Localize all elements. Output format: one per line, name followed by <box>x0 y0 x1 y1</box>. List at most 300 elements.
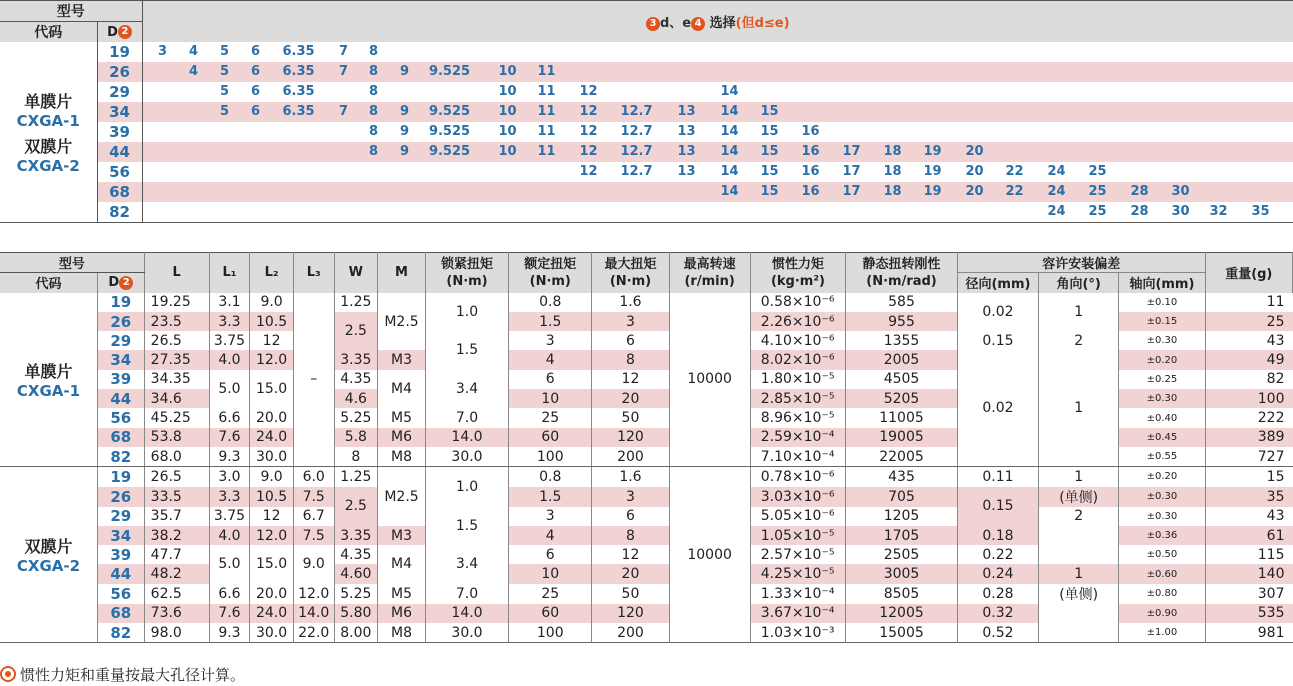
col-rated-torque: 额定扭矩 (N·m) <box>509 253 592 293</box>
L1-value: 5.0 <box>209 545 250 584</box>
inertia-value: 8.96×10⁻⁵ <box>750 408 845 427</box>
lock-torque-value: 14.0 <box>425 428 508 447</box>
model-header-2: 型号 <box>0 253 144 273</box>
W-value: 5.25 <box>334 584 378 604</box>
bore-size: 12 <box>579 84 598 99</box>
radial-value: 0.02 <box>957 389 1038 428</box>
col-L1: L₁ <box>209 253 250 293</box>
bore-size: 30 <box>1171 204 1190 219</box>
d-header: D 2 <box>97 22 142 43</box>
bore-size: 9 <box>399 104 410 119</box>
W-value: 2.5 <box>334 312 378 351</box>
max-torque-value: 1.6 <box>592 293 669 312</box>
weight-value: 43 <box>1266 508 1285 525</box>
max-torque-value: 12 <box>592 545 669 564</box>
col-L3: L₃ <box>293 253 334 293</box>
M-value: M4 <box>378 545 426 584</box>
d-value: 82 <box>97 202 142 223</box>
rated-torque-value: 100 <box>509 623 592 643</box>
inertia-value: 2.26×10⁻⁶ <box>750 312 845 331</box>
bore-size: 20 <box>965 184 984 199</box>
max-torque-value: 6 <box>592 331 669 350</box>
bore-size: 12.7 <box>620 104 653 119</box>
spec-row <box>0 507 1293 526</box>
bore-size: 9.525 <box>428 104 471 119</box>
weight-value: 981 <box>1205 623 1292 643</box>
L1-value: 9.3 <box>209 447 250 467</box>
L1-value: 7.6 <box>209 428 250 447</box>
group-code: CXGA-1 <box>16 112 80 130</box>
bore-size: 9.525 <box>428 124 471 139</box>
bore-size: 8 <box>368 104 379 119</box>
L1-value: 9.3 <box>209 623 250 643</box>
radial-value <box>957 350 1038 389</box>
L2-value: 9.0 <box>250 467 294 487</box>
bore-size: 14 <box>720 104 739 119</box>
d-value: 56 <box>97 162 142 182</box>
radial-value: 0.15 <box>957 487 1038 526</box>
inertia-value: 4.10×10⁻⁶ <box>750 331 845 350</box>
spec-row <box>0 604 1293 623</box>
max-torque-value: 20 <box>592 389 669 408</box>
rated-torque-value: 1.5 <box>509 487 592 507</box>
weight-value: 15 <box>1266 468 1285 485</box>
bore-size: 24 <box>1047 204 1066 219</box>
col-axial: 轴向(mm) <box>1119 273 1205 293</box>
L-value: 26.5 <box>144 331 209 350</box>
inertia-value: 0.58×10⁻⁶ <box>750 293 845 312</box>
L-value: 68.0 <box>144 447 209 467</box>
angular-value: 1 <box>1039 389 1119 428</box>
rated-torque-value: 60 <box>509 604 592 623</box>
inertia-value: 1.33×10⁻⁴ <box>750 584 845 604</box>
bore-values <box>142 162 1293 182</box>
code-header-2: 代码 <box>0 273 97 293</box>
bore-size: 10 <box>498 104 517 119</box>
stiffness-value: 705 <box>846 487 958 507</box>
bore-values <box>142 102 1293 122</box>
L2-value: 12 <box>250 507 294 526</box>
L1-value: 7.6 <box>209 604 250 623</box>
stiffness-value: 15005 <box>846 623 958 643</box>
rated-torque-value: 25 <box>509 584 592 604</box>
bore-size: 15 <box>760 144 779 159</box>
W-value: 1.25 <box>334 293 378 312</box>
bore-size: 8 <box>368 144 379 159</box>
max-torque-value: 3 <box>592 487 669 507</box>
bore-row <box>0 142 1293 162</box>
radial-value: 0.24 <box>957 564 1038 583</box>
M-value: M5 <box>378 408 426 427</box>
bore-size: 25 <box>1088 184 1107 199</box>
L1-value: 4.0 <box>209 526 250 545</box>
L1-value: 3.3 <box>209 487 250 507</box>
lock-torque-value: 3.4 <box>425 545 508 584</box>
rated-torque-value: 4 <box>509 350 592 369</box>
bore-row <box>0 122 1293 142</box>
bore-size: 10 <box>498 144 517 159</box>
bore-row <box>0 162 1293 182</box>
L-value: 45.25 <box>144 408 209 427</box>
angular-value <box>1039 526 1119 565</box>
W-value: 5.8 <box>334 428 378 447</box>
max-torque-value: 8 <box>592 350 669 369</box>
max-torque-value: 6 <box>592 507 669 526</box>
M-value: M3 <box>378 350 426 369</box>
axial-value: ±0.10 <box>1119 293 1205 312</box>
bore-row <box>0 62 1293 82</box>
L2-value: 15.0 <box>250 545 294 584</box>
L3-value: 6.0 <box>293 467 334 487</box>
d-value: 29 <box>97 507 144 526</box>
d-value: 19 <box>97 293 144 312</box>
radial-value <box>957 428 1038 467</box>
rated-torque-value: 3 <box>509 507 592 526</box>
rated-torque-value: 4 <box>509 526 592 545</box>
L2-value: 15.0 <box>250 370 294 409</box>
col-lock-torque: 锁紧扭矩 (N·m) <box>425 253 508 293</box>
lock-torque-value: 30.0 <box>425 447 508 467</box>
W-value: 4.60 <box>334 564 378 583</box>
stiffness-value: 22005 <box>846 447 958 467</box>
W-value: 4.6 <box>334 389 378 408</box>
L2-value: 20.0 <box>250 408 294 427</box>
bore-size: 6.35 <box>282 84 315 99</box>
lock-torque-value: 1.0 <box>425 467 508 507</box>
W-value: 5.25 <box>334 408 378 427</box>
axial-value: ±0.30 <box>1119 507 1205 526</box>
L3-value: 22.0 <box>293 623 334 643</box>
W-value: 8 <box>334 447 378 467</box>
L-value: 53.8 <box>144 428 209 447</box>
L3-value: 7.5 <box>293 526 334 545</box>
stiffness-value: 435 <box>846 467 958 487</box>
angular-value <box>1039 604 1119 643</box>
bore-size: 7 <box>338 64 349 79</box>
bore-size: 12.7 <box>620 164 653 179</box>
inertia-value: 2.85×10⁻⁵ <box>750 389 845 408</box>
weight-value: 115 <box>1257 546 1285 563</box>
M-value: M2.5 <box>378 293 426 351</box>
weight-value: 82 <box>1266 371 1285 388</box>
L-value: 98.0 <box>144 623 209 643</box>
max-speed-value: 10000 <box>669 467 750 643</box>
max-speed-value: 10000 <box>669 293 750 467</box>
L3-value: 14.0 <box>293 604 334 623</box>
L2-value: 30.0 <box>250 623 294 643</box>
code-header: 代码 <box>0 22 97 43</box>
d-value: 44 <box>97 142 142 162</box>
angular-value <box>1039 350 1119 389</box>
L1-value: 3.75 <box>209 331 250 350</box>
bore-size: 16 <box>801 164 820 179</box>
bore-size: 19 <box>923 144 942 159</box>
bore-selection-table <box>0 0 1293 223</box>
bore-size: 16 <box>801 124 820 139</box>
spec-row <box>0 564 1293 583</box>
max-torque-value: 12 <box>592 370 669 389</box>
col-max-torque: 最大扭矩 (N·m) <box>592 253 669 293</box>
axial-value: ±0.50 <box>1119 545 1205 564</box>
L-value: 48.2 <box>144 564 209 583</box>
L3-value: 12.0 <box>293 584 334 604</box>
rated-torque-value: 1.5 <box>509 312 592 331</box>
bore-values <box>142 202 1293 223</box>
bore-size: 7 <box>338 104 349 119</box>
bore-size: 11 <box>537 124 556 139</box>
bore-row <box>0 202 1293 223</box>
angular-value: 2 <box>1039 331 1119 350</box>
L2-value: 12.0 <box>250 526 294 545</box>
lock-torque-value: 7.0 <box>425 584 508 604</box>
L1-value: 4.0 <box>209 350 250 369</box>
L1-value: 3.3 <box>209 312 250 331</box>
radial-value: 0.11 <box>957 467 1038 487</box>
inertia-value: 4.25×10⁻⁵ <box>750 564 845 583</box>
badge-3-icon: 3 <box>646 17 660 31</box>
stiffness-value: 11005 <box>846 408 958 427</box>
col-misalignment: 容许安装偏差 <box>957 253 1205 273</box>
lock-torque-value: 30.0 <box>425 623 508 643</box>
stiffness-value: 585 <box>846 293 958 312</box>
col-weight: 重量(g) <box>1205 253 1292 293</box>
L3-value: 6.7 <box>293 507 334 526</box>
L2-value: 20.0 <box>250 584 294 604</box>
col-W: W <box>334 253 378 293</box>
group-code: CXGA-1 <box>16 381 81 400</box>
bore-size: 13 <box>677 124 696 139</box>
spec-row <box>0 350 1293 369</box>
bore-size: 13 <box>677 104 696 119</box>
bore-size: 3 <box>157 44 168 59</box>
bore-size: 22 <box>1005 184 1024 199</box>
bore-size: 15 <box>760 184 779 199</box>
axial-value: ±0.80 <box>1119 584 1205 604</box>
bore-values <box>142 42 1293 62</box>
bore-select-header: 3 d、e 4 选择(但d≤e) <box>142 1 1293 43</box>
bore-size: 15 <box>760 104 779 119</box>
d-value: 34 <box>97 350 144 369</box>
col-radial: 径向(mm) <box>957 273 1038 293</box>
bore-size: 24 <box>1047 164 1066 179</box>
stiffness-value: 4505 <box>846 370 958 389</box>
spec-row <box>0 487 1293 507</box>
bore-size: 8 <box>368 84 379 99</box>
angular-value: 1 <box>1039 467 1119 487</box>
L1-value: 3.0 <box>209 467 250 487</box>
bore-size: 12 <box>579 124 598 139</box>
col-L2: L₂ <box>250 253 294 293</box>
axial-value: ±1.00 <box>1119 623 1205 643</box>
W-value: 3.35 <box>334 350 378 369</box>
weight-value: 11 <box>1266 294 1285 311</box>
weight-value: 535 <box>1257 605 1285 622</box>
axial-value: ±0.55 <box>1119 447 1205 467</box>
d-header-2: D 2 <box>97 273 144 293</box>
inertia-value: 1.03×10⁻³ <box>750 623 845 643</box>
max-torque-value: 120 <box>592 604 669 623</box>
bore-values <box>142 142 1293 162</box>
weight-value: 140 <box>1257 566 1285 583</box>
max-torque-value: 120 <box>592 428 669 447</box>
d-value: 19 <box>97 467 144 487</box>
group-names <box>0 293 97 467</box>
stiffness-value: 3005 <box>846 564 958 583</box>
L1-value: 6.6 <box>209 584 250 604</box>
axial-value: ±0.40 <box>1119 408 1205 427</box>
W-value: 8.00 <box>334 623 378 643</box>
rated-torque-value: 10 <box>509 564 592 583</box>
L-value: 27.35 <box>144 350 209 369</box>
M-value: M8 <box>378 623 426 643</box>
bore-size: 11 <box>537 144 556 159</box>
bore-size: 12 <box>579 144 598 159</box>
lock-torque-value: 1.0 <box>425 293 508 332</box>
bore-size: 8 <box>368 124 379 139</box>
d-value: 56 <box>97 584 144 604</box>
L2-value: 9.0 <box>250 293 294 312</box>
bore-size: 6 <box>250 44 261 59</box>
bullet-icon <box>0 666 16 682</box>
bore-size: 8 <box>368 44 379 59</box>
footnote: 惯性力矩和重量按最大孔径计算。 <box>0 664 245 685</box>
bore-size: 15 <box>760 124 779 139</box>
bore-size: 10 <box>498 124 517 139</box>
L-value: 26.5 <box>144 467 209 487</box>
stiffness-value: 1355 <box>846 331 958 350</box>
bore-size: 9 <box>399 64 410 79</box>
group-code: CXGA-2 <box>16 157 80 175</box>
stiffness-value: 1705 <box>846 526 958 545</box>
L2-value: 10.5 <box>250 487 294 507</box>
col-angular: 角向(°) <box>1039 273 1119 293</box>
spec-row <box>0 526 1293 545</box>
spec-row <box>0 331 1293 350</box>
col-L: L <box>144 253 209 293</box>
radial-value: 0.32 <box>957 604 1038 623</box>
L1-value: 6.6 <box>209 408 250 427</box>
bore-size: 25 <box>1088 204 1107 219</box>
stiffness-value: 2505 <box>846 545 958 564</box>
max-torque-value: 1.6 <box>592 467 669 487</box>
bore-size: 10 <box>498 84 517 99</box>
max-torque-value: 3 <box>592 312 669 331</box>
bore-size: 14 <box>720 184 739 199</box>
radial-value: 0.02 <box>957 293 1038 332</box>
inertia-value: 3.03×10⁻⁶ <box>750 487 845 507</box>
radial-value: 0.52 <box>957 623 1038 643</box>
d-value: 29 <box>97 82 142 102</box>
lock-torque-value: 14.0 <box>425 604 508 623</box>
d-value: 19 <box>97 42 142 62</box>
L1-value: 3.75 <box>209 507 250 526</box>
bore-size: 9 <box>399 144 410 159</box>
max-torque-value: 200 <box>592 623 669 643</box>
weight-value: 222 <box>1257 410 1285 427</box>
W-value: 3.35 <box>334 526 378 545</box>
spec-row <box>0 293 1293 312</box>
axial-value: ±0.20 <box>1119 467 1205 487</box>
bore-size: 22 <box>1005 164 1024 179</box>
bore-size: 30 <box>1171 184 1190 199</box>
bore-size: 10 <box>498 64 517 79</box>
axial-value: ±0.25 <box>1119 370 1205 389</box>
bore-size: 4 <box>188 44 199 59</box>
L-value: 34.35 <box>144 370 209 389</box>
L3-value: 7.5 <box>293 487 334 507</box>
bore-size: 17 <box>842 144 861 159</box>
stiffness-value: 19005 <box>846 428 958 447</box>
bore-size: 12 <box>579 104 598 119</box>
stiffness-value: 955 <box>846 312 958 331</box>
rated-torque-value: 10 <box>509 389 592 408</box>
bore-size: 6.35 <box>282 104 315 119</box>
d-value: 44 <box>97 389 144 408</box>
d-value: 26 <box>97 487 144 507</box>
d-value: 39 <box>97 545 144 564</box>
spec-table <box>0 252 1293 643</box>
bore-size: 5 <box>219 84 230 99</box>
weight-value: 307 <box>1257 585 1285 602</box>
angular-value: 1 <box>1039 564 1119 583</box>
bore-size: 14 <box>720 84 739 99</box>
bore-size: 14 <box>720 164 739 179</box>
L-value: 19.25 <box>144 293 209 312</box>
spec-row <box>0 389 1293 408</box>
bore-size: 17 <box>842 184 861 199</box>
d-value: 26 <box>97 62 142 82</box>
inertia-value: 5.05×10⁻⁶ <box>750 507 845 526</box>
group-names <box>0 467 97 643</box>
bore-size: 24 <box>1047 184 1066 199</box>
angular-value: 1 <box>1039 293 1119 332</box>
lock-torque-value: 7.0 <box>425 408 508 427</box>
bore-row <box>0 182 1293 202</box>
L-value: 62.5 <box>144 584 209 604</box>
weight-value: 43 <box>1266 332 1285 349</box>
bore-size: 19 <box>923 164 942 179</box>
inertia-value: 3.67×10⁻⁴ <box>750 604 845 623</box>
weight-value: 100 <box>1257 390 1285 407</box>
col-inertia: 惯性力矩 (kg·m²) <box>750 253 845 293</box>
bore-size: 35 <box>1251 204 1270 219</box>
d-value: 68 <box>97 182 142 202</box>
L3-value: – <box>293 293 334 467</box>
axial-value: ±0.45 <box>1119 428 1205 447</box>
M-value: M6 <box>378 604 426 623</box>
L1-value: 5.0 <box>209 370 250 409</box>
rated-torque-value: 6 <box>509 545 592 564</box>
badge-2-icon: 2 <box>118 25 132 39</box>
L2-value: 24.0 <box>250 604 294 623</box>
bore-size: 19 <box>923 184 942 199</box>
model-header: 型号 <box>0 1 142 22</box>
max-torque-value: 20 <box>592 564 669 583</box>
L2-value: 24.0 <box>250 428 294 447</box>
d-value: 68 <box>97 604 144 623</box>
d-value: 56 <box>97 408 144 427</box>
rated-torque-value: 25 <box>509 408 592 427</box>
stiffness-value: 5205 <box>846 389 958 408</box>
group-name: 单膜片 <box>24 361 73 381</box>
bore-size: 7 <box>338 44 349 59</box>
d-value: 29 <box>97 331 144 350</box>
d-value: 44 <box>97 564 144 583</box>
weight-value: 25 <box>1266 313 1285 330</box>
d-value: 82 <box>97 447 144 467</box>
L2-value: 12.0 <box>250 350 294 369</box>
radial-value: 0.22 <box>957 545 1038 564</box>
